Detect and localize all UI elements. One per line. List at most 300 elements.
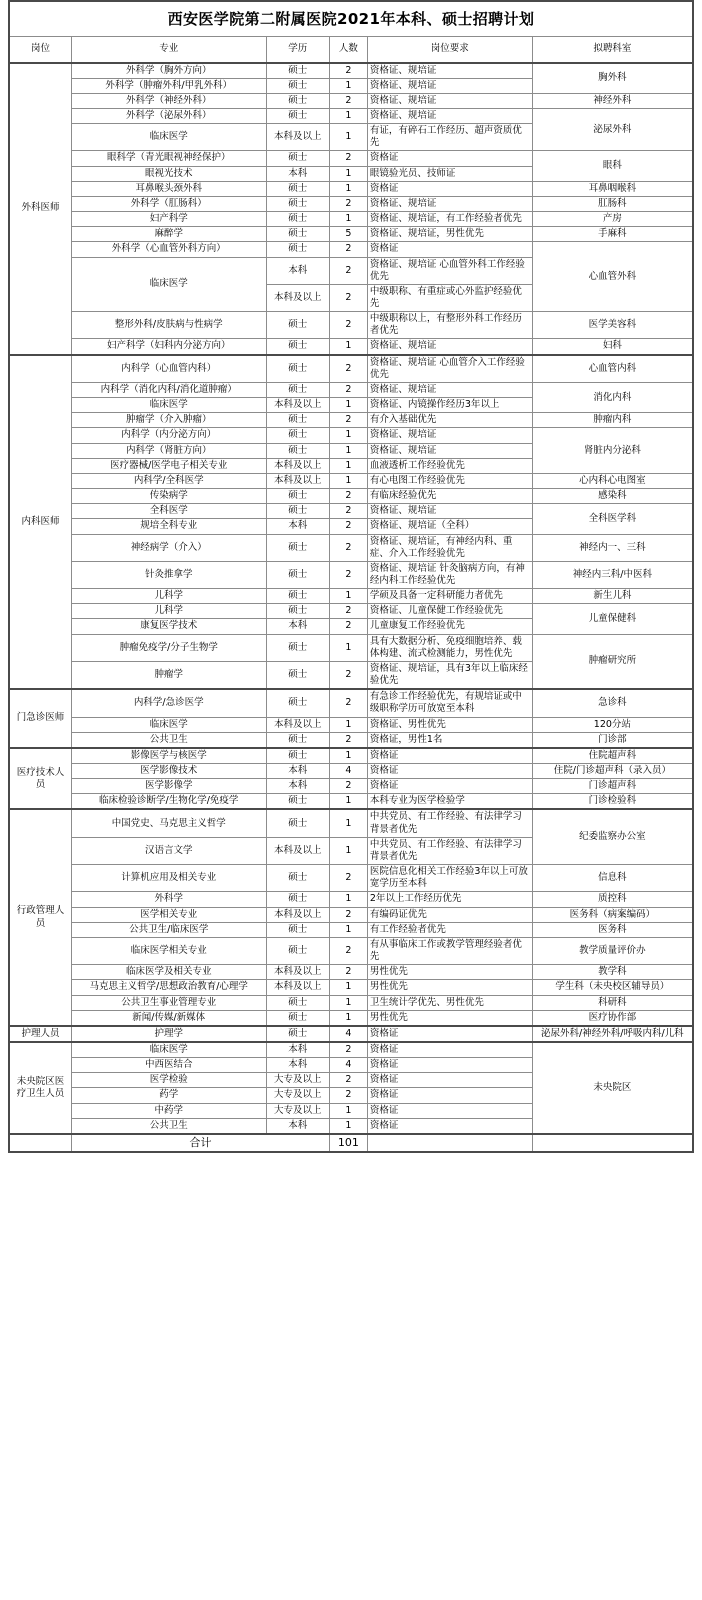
position-group-cell: 内科医师 (9, 355, 71, 690)
requirement-cell: 资格证、规培证 (367, 382, 532, 397)
education-cell: 硕士 (266, 242, 329, 257)
table-row (9, 181, 693, 196)
education-cell: 硕士 (266, 634, 329, 661)
total-label: 合计 (71, 1134, 329, 1152)
table-row (9, 339, 693, 355)
table-row (9, 779, 693, 794)
requirement-cell: 卫生统计学优先、男性优先 (367, 995, 532, 1010)
requirement-cell: 资格证、规培证 (367, 339, 532, 355)
major-cell: 肿瘤学（介入肿瘤） (71, 413, 266, 428)
count-cell: 4 (329, 764, 367, 779)
requirement-cell: 有从事临床工作或教学管理经验者优先 (367, 937, 532, 964)
major-cell: 肿瘤免疫学/分子生物学 (71, 634, 266, 661)
table-row (9, 227, 693, 242)
requirement-cell: 学硕及具备一定科研能力者优先 (367, 589, 532, 604)
department-cell: 肿瘤内科 (532, 413, 693, 428)
table-row (9, 413, 693, 428)
requirement-cell: 资格证、规培证 (367, 78, 532, 93)
position-group-cell: 护理人员 (9, 1026, 71, 1042)
requirement-cell: 有工作经验者优先 (367, 922, 532, 937)
table-row (9, 312, 693, 339)
major-cell: 外科学 (71, 892, 266, 907)
major-cell: 神经病学（介入） (71, 534, 266, 561)
department-cell: 神经外科 (532, 93, 693, 108)
education-cell: 本科及以上 (266, 965, 329, 980)
major-cell: 医学影像学 (71, 779, 266, 794)
count-cell: 1 (329, 1010, 367, 1026)
count-cell: 2 (329, 1073, 367, 1088)
major-cell: 汉语言文学 (71, 837, 266, 864)
count-cell: 1 (329, 717, 367, 732)
department-cell: 心血管内科 (532, 355, 693, 383)
count-cell: 2 (329, 413, 367, 428)
count-cell: 2 (329, 779, 367, 794)
major-cell: 整形外科/皮肤病与性病学 (71, 312, 266, 339)
table-row (9, 764, 693, 779)
requirement-cell: 资格证、规培证，有工作经验者优先 (367, 212, 532, 227)
major-cell: 妇产科学（妇科内分泌方向） (71, 339, 266, 355)
requirement-cell: 中共党员、有工作经验、有法律学习背景者优先 (367, 809, 532, 837)
count-cell: 1 (329, 1103, 367, 1118)
table-row (9, 604, 693, 619)
requirement-cell: 资格证、规培证 (367, 108, 532, 123)
requirement-cell: 资格证、内镜操作经历3年以上 (367, 398, 532, 413)
count-cell: 5 (329, 227, 367, 242)
total-department-cell (532, 1134, 693, 1152)
table-row (9, 809, 693, 837)
department-cell: 急诊科 (532, 689, 693, 717)
requirement-cell: 资格证、规培证 心血管介入工作经验优先 (367, 355, 532, 383)
major-cell: 传染病学 (71, 489, 266, 504)
requirement-cell: 资格证、规培证 针灸脑病方向，有神经内科工作经验优先 (367, 561, 532, 588)
table-row (9, 922, 693, 937)
count-cell: 2 (329, 619, 367, 634)
department-cell: 肛肠科 (532, 196, 693, 211)
major-cell: 儿科学 (71, 604, 266, 619)
count-cell: 4 (329, 1026, 367, 1042)
table-row (9, 534, 693, 561)
education-cell: 硕士 (266, 108, 329, 123)
education-cell: 大专及以上 (266, 1088, 329, 1103)
major-cell: 外科学（泌尿外科） (71, 108, 266, 123)
table-row (9, 634, 693, 661)
requirement-cell: 中级职称、有重症或心外监护经验优先 (367, 284, 532, 311)
department-cell: 感染科 (532, 489, 693, 504)
count-cell: 1 (329, 473, 367, 488)
education-cell: 硕士 (266, 604, 329, 619)
education-cell: 本科 (266, 166, 329, 181)
major-cell: 临床医学 (71, 717, 266, 732)
count-cell: 1 (329, 892, 367, 907)
department-cell: 泌尿外科/神经外科/呼吸内科/儿科 (532, 1026, 693, 1042)
count-cell: 1 (329, 166, 367, 181)
requirement-cell: 资格证、规培证 (367, 93, 532, 108)
requirement-cell: 资格证 (367, 764, 532, 779)
table-row (9, 151, 693, 166)
count-cell: 2 (329, 151, 367, 166)
requirement-cell: 医院信息化相关工作经验3年以上可放宽学历至本科 (367, 865, 532, 892)
major-cell: 针灸推拿学 (71, 561, 266, 588)
table-row (9, 473, 693, 488)
major-cell: 公共卫生/临床医学 (71, 922, 266, 937)
position-group-cell: 未央院区医疗卫生人员 (9, 1042, 71, 1134)
requirement-cell: 资格证、规培证（全科） (367, 519, 532, 534)
table-row (9, 748, 693, 764)
department-cell: 信息科 (532, 865, 693, 892)
education-cell: 硕士 (266, 589, 329, 604)
education-cell: 硕士 (266, 1010, 329, 1026)
education-cell: 本科及以上 (266, 837, 329, 864)
position-group-cell: 门急诊医师 (9, 689, 71, 748)
count-cell: 1 (329, 181, 367, 196)
education-cell: 硕士 (266, 443, 329, 458)
count-cell: 2 (329, 196, 367, 211)
requirement-cell: 资格证、规培证 (367, 504, 532, 519)
department-cell: 新生儿科 (532, 589, 693, 604)
education-cell: 大专及以上 (266, 1103, 329, 1118)
count-cell: 2 (329, 604, 367, 619)
requirement-cell: 资格证 (367, 151, 532, 166)
requirement-cell: 资格证 (367, 1088, 532, 1103)
major-cell: 肿瘤学 (71, 661, 266, 689)
major-cell: 妇产科学 (71, 212, 266, 227)
department-cell: 儿童保健科 (532, 604, 693, 634)
count-cell: 2 (329, 63, 367, 79)
table-row (9, 196, 693, 211)
education-cell: 硕士 (266, 312, 329, 339)
education-cell: 硕士 (266, 534, 329, 561)
requirement-cell: 有急诊工作经验优先，有规培证或中级职称学历可放宽至本科 (367, 689, 532, 717)
count-cell: 1 (329, 108, 367, 123)
table-row (9, 108, 693, 123)
total-spacer-cell (9, 1134, 71, 1152)
department-cell: 120分站 (532, 717, 693, 732)
department-cell: 学生科（未央校区辅导员） (532, 980, 693, 995)
count-cell: 1 (329, 589, 367, 604)
education-cell: 本科 (266, 1058, 329, 1073)
count-cell: 1 (329, 809, 367, 837)
count-cell: 1 (329, 794, 367, 810)
major-cell: 临床医学 (71, 398, 266, 413)
department-cell: 住院超声科 (532, 748, 693, 764)
requirement-cell: 资格证 (367, 1058, 532, 1073)
education-cell: 本科及以上 (266, 284, 329, 311)
position-group-cell: 行政管理人员 (9, 809, 71, 1025)
count-cell: 2 (329, 284, 367, 311)
major-cell: 内科学（内分泌方向） (71, 428, 266, 443)
count-cell: 4 (329, 1058, 367, 1073)
education-cell: 硕士 (266, 794, 329, 810)
count-cell: 2 (329, 937, 367, 964)
education-cell: 本科 (266, 779, 329, 794)
education-cell: 本科 (266, 1118, 329, 1134)
department-cell: 产房 (532, 212, 693, 227)
major-cell: 医学相关专业 (71, 907, 266, 922)
education-cell: 硕士 (266, 489, 329, 504)
table-row (9, 1042, 693, 1058)
count-cell: 1 (329, 458, 367, 473)
major-cell: 医学影像技术 (71, 764, 266, 779)
department-cell: 门诊超声科 (532, 779, 693, 794)
requirement-cell: 男性优先 (367, 1010, 532, 1026)
requirement-cell: 资格证、规培证，有神经内科、重症、介入工作经验优先 (367, 534, 532, 561)
education-cell: 硕士 (266, 809, 329, 837)
count-cell: 1 (329, 995, 367, 1010)
requirement-cell: 资格证 (367, 1103, 532, 1118)
requirement-cell: 资格证 (367, 748, 532, 764)
requirement-cell: 资格证、规培证 (367, 63, 532, 79)
header-row (9, 37, 693, 63)
count-cell: 1 (329, 634, 367, 661)
education-cell: 本科 (266, 619, 329, 634)
major-cell: 医学检验 (71, 1073, 266, 1088)
department-cell: 肿瘤研究所 (532, 634, 693, 689)
department-cell: 心血管外科 (532, 242, 693, 312)
major-cell: 内科学/急诊医学 (71, 689, 266, 717)
requirement-cell: 有编码证优先 (367, 907, 532, 922)
count-cell: 1 (329, 443, 367, 458)
major-cell: 医疗器械/医学电子相关专业 (71, 458, 266, 473)
education-cell: 本科及以上 (266, 907, 329, 922)
major-cell: 临床医学 (71, 124, 266, 151)
count-cell: 2 (329, 519, 367, 534)
major-cell: 中药学 (71, 1103, 266, 1118)
table-row (9, 865, 693, 892)
education-cell: 本科 (266, 257, 329, 284)
major-cell: 外科学（肛肠科） (71, 196, 266, 211)
education-cell: 本科 (266, 1042, 329, 1058)
table-row (9, 589, 693, 604)
education-cell: 本科及以上 (266, 124, 329, 151)
count-cell: 2 (329, 907, 367, 922)
requirement-cell: 资格证 (367, 1042, 532, 1058)
department-cell: 心内科心电图室 (532, 473, 693, 488)
requirement-cell: 2年以上工作经历优先 (367, 892, 532, 907)
major-cell: 外科学（神经外科） (71, 93, 266, 108)
education-cell: 硕士 (266, 922, 329, 937)
count-cell: 1 (329, 922, 367, 937)
department-cell: 神经内三科/中医科 (532, 561, 693, 588)
major-cell: 外科学（心血管外科方向） (71, 242, 266, 257)
count-cell: 1 (329, 339, 367, 355)
count-cell: 2 (329, 965, 367, 980)
major-cell: 中西医结合 (71, 1058, 266, 1073)
education-cell: 硕士 (266, 151, 329, 166)
count-cell: 1 (329, 428, 367, 443)
requirement-cell: 本科专业为医学检验学 (367, 794, 532, 810)
requirement-cell: 有介入基础优先 (367, 413, 532, 428)
count-cell: 1 (329, 212, 367, 227)
department-cell: 纪委监察办公室 (532, 809, 693, 864)
requirement-cell: 具有大数据分析、免疫细胞培养、载体构建、流式检测能力，男性优先 (367, 634, 532, 661)
major-cell: 临床医学 (71, 257, 266, 312)
department-cell: 手麻科 (532, 227, 693, 242)
department-cell: 神经内一、三科 (532, 534, 693, 561)
department-cell: 妇科 (532, 339, 693, 355)
count-cell: 2 (329, 689, 367, 717)
major-cell: 临床医学 (71, 1042, 266, 1058)
education-cell: 硕士 (266, 339, 329, 355)
table-row (9, 907, 693, 922)
requirement-cell: 儿童康复工作经验优先 (367, 619, 532, 634)
major-cell: 眼科学（青光眼视神经保护） (71, 151, 266, 166)
department-cell: 未央院区 (532, 1042, 693, 1134)
requirement-cell: 资格证、规培证 (367, 196, 532, 211)
total-requirement-cell (367, 1134, 532, 1152)
count-cell: 2 (329, 382, 367, 397)
requirement-cell: 资格证、儿童保健工作经验优先 (367, 604, 532, 619)
education-cell: 硕士 (266, 995, 329, 1010)
major-cell: 公共卫生 (71, 1118, 266, 1134)
requirement-cell: 资格证 (367, 242, 532, 257)
count-cell: 1 (329, 748, 367, 764)
department-cell: 消化内科 (532, 382, 693, 412)
requirement-cell: 资格证 (367, 1073, 532, 1088)
table-row (9, 212, 693, 227)
major-cell: 公共卫生 (71, 732, 266, 748)
count-cell: 1 (329, 398, 367, 413)
education-cell: 硕士 (266, 865, 329, 892)
table-row (9, 428, 693, 443)
education-cell: 本科及以上 (266, 980, 329, 995)
count-cell: 2 (329, 312, 367, 339)
major-cell: 内科学（消化内科/消化道肿瘤） (71, 382, 266, 397)
department-cell: 全科医学科 (532, 504, 693, 534)
education-cell: 本科及以上 (266, 458, 329, 473)
count-cell: 1 (329, 1118, 367, 1134)
major-cell: 药学 (71, 1088, 266, 1103)
count-cell: 2 (329, 489, 367, 504)
requirement-cell: 资格证 (367, 1118, 532, 1134)
department-cell: 眼科 (532, 151, 693, 181)
count-cell: 2 (329, 93, 367, 108)
table-row (9, 794, 693, 810)
requirement-cell: 资格证、规培证 (367, 428, 532, 443)
table-row (9, 980, 693, 995)
major-cell: 临床医学相关专业 (71, 937, 266, 964)
requirement-cell: 资格证，男性1名 (367, 732, 532, 748)
count-cell: 2 (329, 257, 367, 284)
requirement-cell: 血液透析工作经验优先 (367, 458, 532, 473)
table-row (9, 937, 693, 964)
major-cell: 内科学（肾脏方向） (71, 443, 266, 458)
major-cell: 内科学/全科医学 (71, 473, 266, 488)
education-cell: 本科及以上 (266, 398, 329, 413)
table-row (9, 489, 693, 504)
total-row (9, 1134, 693, 1152)
count-cell: 2 (329, 1042, 367, 1058)
total-count: 101 (329, 1134, 367, 1152)
major-cell: 内科学（心血管内科） (71, 355, 266, 383)
recruitment-plan-table (8, 36, 694, 1153)
department-cell: 质控科 (532, 892, 693, 907)
requirement-cell: 资格证、规培证，具有3年以上临床经验优先 (367, 661, 532, 689)
education-cell: 硕士 (266, 355, 329, 383)
education-cell: 硕士 (266, 413, 329, 428)
education-cell: 本科 (266, 764, 329, 779)
major-cell: 临床检验诊断学/生物化学/免疫学 (71, 794, 266, 810)
education-cell: 硕士 (266, 892, 329, 907)
department-cell: 肾脏内分泌科 (532, 428, 693, 473)
table-row (9, 717, 693, 732)
major-cell: 眼视光技术 (71, 166, 266, 181)
table-header (9, 37, 693, 63)
major-cell: 外科学（胸外方向） (71, 63, 266, 79)
count-cell: 2 (329, 534, 367, 561)
education-cell: 硕士 (266, 748, 329, 764)
major-cell: 计算机应用及相关专业 (71, 865, 266, 892)
major-cell: 全科医学 (71, 504, 266, 519)
requirement-cell: 资格证 (367, 1026, 532, 1042)
education-cell: 硕士 (266, 63, 329, 79)
department-cell: 教学质量评价办 (532, 937, 693, 964)
table-body (9, 63, 693, 1152)
department-cell: 住院/门诊超声科（录入员） (532, 764, 693, 779)
education-cell: 硕士 (266, 661, 329, 689)
table-row (9, 561, 693, 588)
education-cell: 硕士 (266, 78, 329, 93)
education-cell: 硕士 (266, 561, 329, 588)
count-cell: 2 (329, 1088, 367, 1103)
requirement-cell: 男性优先 (367, 980, 532, 995)
department-cell: 医疗协作部 (532, 1010, 693, 1026)
count-cell: 2 (329, 561, 367, 588)
department-cell: 教学科 (532, 965, 693, 980)
major-cell: 临床医学及相关专业 (71, 965, 266, 980)
education-cell: 硕士 (266, 1026, 329, 1042)
major-cell: 影像医学与核医学 (71, 748, 266, 764)
requirement-cell: 中级职称以上，有整形外科工作经历者优先 (367, 312, 532, 339)
requirement-cell: 资格证、规培证 (367, 443, 532, 458)
header-major: 专业 (71, 37, 266, 63)
department-cell: 泌尿外科 (532, 108, 693, 150)
education-cell: 硕士 (266, 181, 329, 196)
major-cell: 耳鼻喉头颈外科 (71, 181, 266, 196)
count-cell: 1 (329, 124, 367, 151)
requirement-cell: 有临床经验优先 (367, 489, 532, 504)
education-cell: 硕士 (266, 212, 329, 227)
header-requirement: 岗位要求 (367, 37, 532, 63)
department-cell: 科研科 (532, 995, 693, 1010)
table-row (9, 1026, 693, 1042)
requirement-cell: 资格证 (367, 779, 532, 794)
count-cell: 2 (329, 355, 367, 383)
table-row (9, 382, 693, 397)
major-cell: 公共卫生事业管理专业 (71, 995, 266, 1010)
table-row (9, 242, 693, 257)
education-cell: 本科及以上 (266, 473, 329, 488)
requirement-cell: 男性优先 (367, 965, 532, 980)
position-group-cell: 医疗技术人员 (9, 748, 71, 810)
education-cell: 本科 (266, 519, 329, 534)
count-cell: 2 (329, 242, 367, 257)
requirement-cell: 资格证 (367, 181, 532, 196)
department-cell: 耳鼻咽喉科 (532, 181, 693, 196)
major-cell: 儿科学 (71, 589, 266, 604)
education-cell: 硕士 (266, 196, 329, 211)
header-department: 拟聘科室 (532, 37, 693, 63)
header-education: 学历 (266, 37, 329, 63)
header-position: 岗位 (9, 37, 71, 63)
department-cell: 医务科（病案编码） (532, 907, 693, 922)
major-cell: 马克思主义哲学/思想政治教育/心理学 (71, 980, 266, 995)
position-group-cell: 外科医师 (9, 63, 71, 355)
table-row (9, 1010, 693, 1026)
document-title-bar (8, 0, 694, 36)
requirement-cell: 资格证、规培证 心血管外科工作经验优先 (367, 257, 532, 284)
count-cell: 1 (329, 980, 367, 995)
department-cell: 医学美容科 (532, 312, 693, 339)
